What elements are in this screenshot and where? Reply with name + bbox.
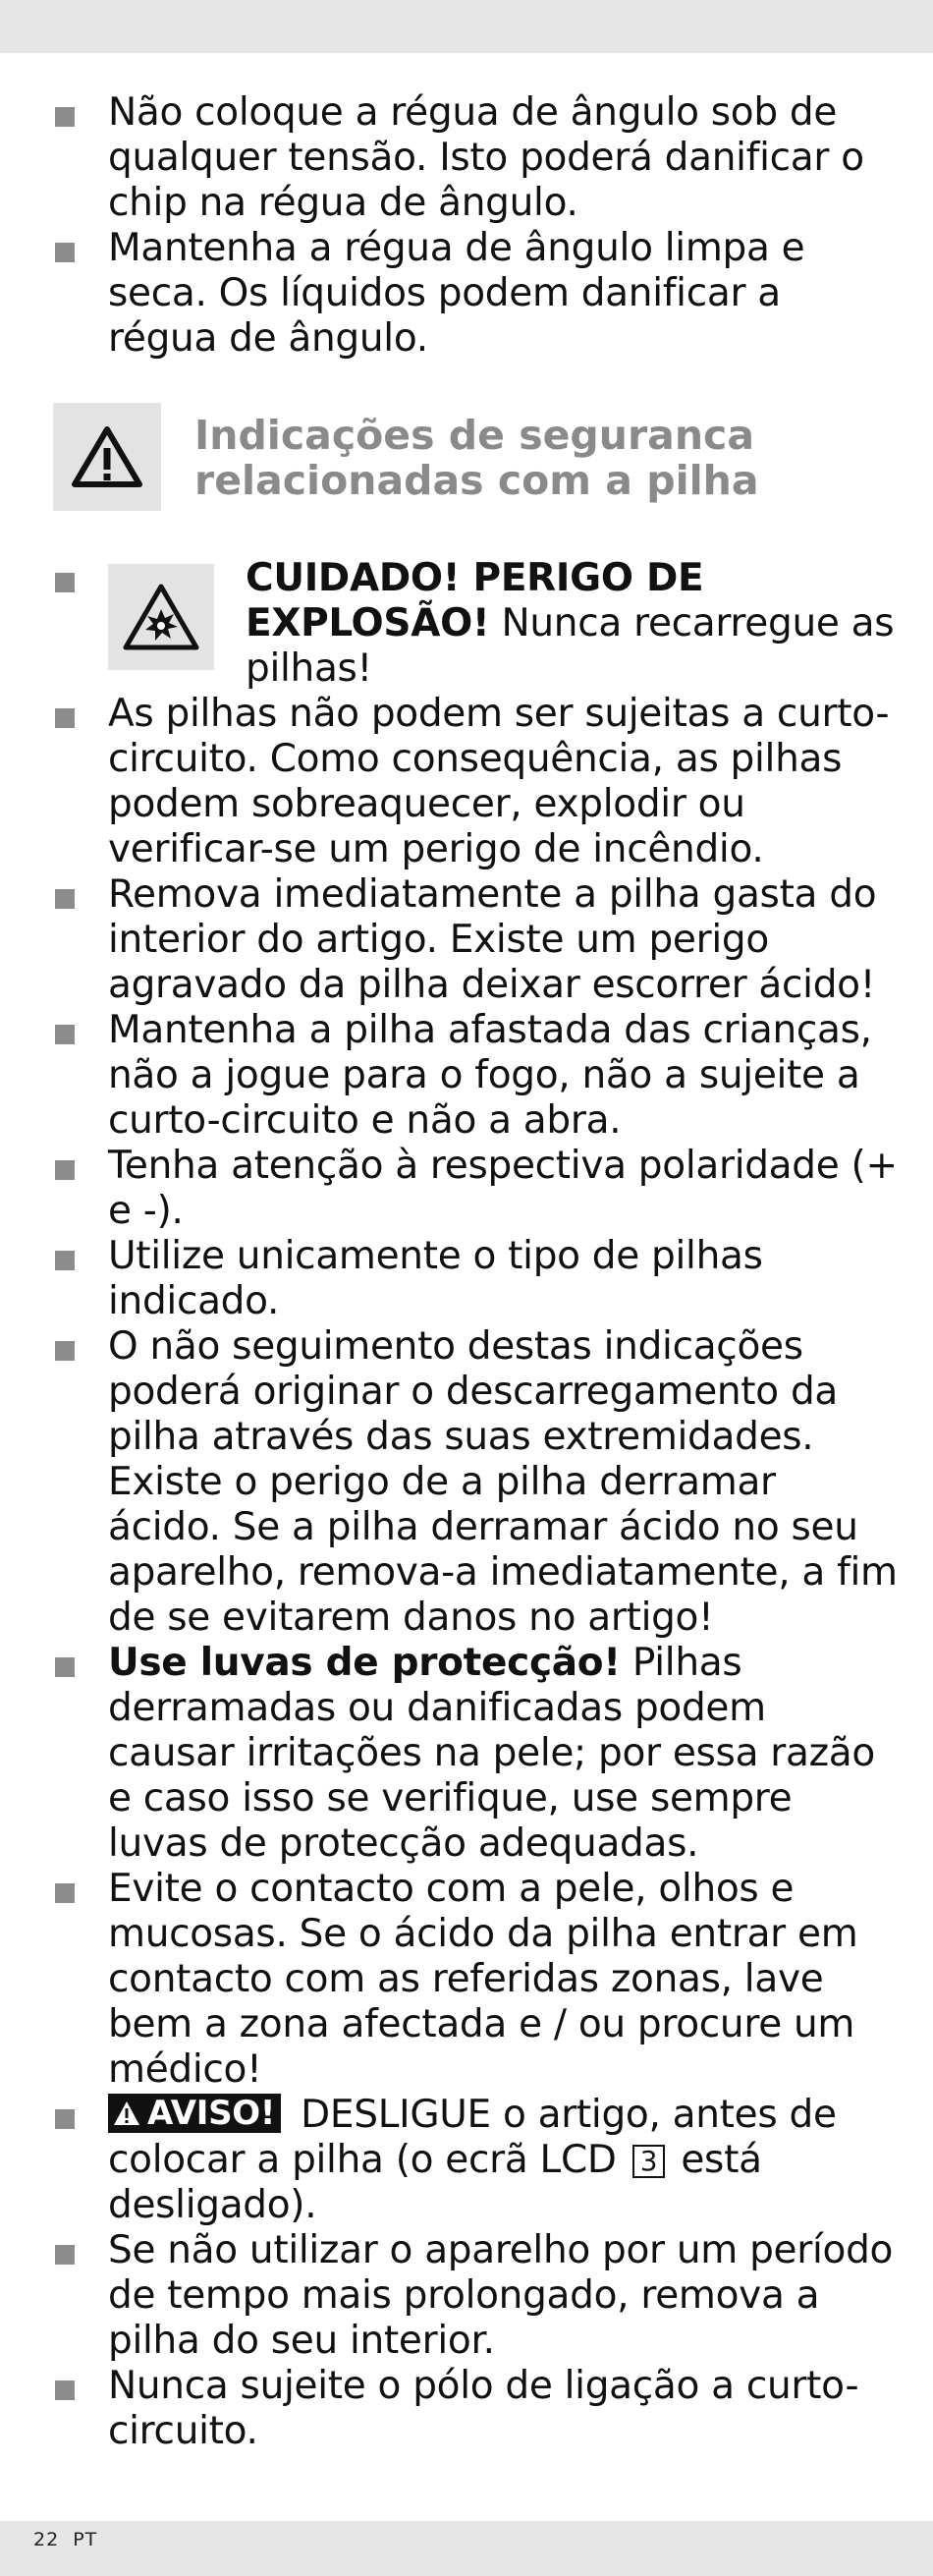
list-item-text: Evite o contacto com a pele, olhos e mucosas. Se o ácido da pilha entrar em contacto com as referidas zonas, lave bem a zona afectada e / ou procure um médico! — [108, 1867, 858, 2092]
bullet-square-icon — [55, 1160, 75, 1180]
aviso-text-after: está desligado). — [108, 2138, 762, 2227]
footer-band — [0, 2521, 933, 2576]
aviso-badge — [108, 2094, 281, 2133]
explosion-warning-bold: CUIDADO! PERIGO DE EXPLOSÃO! — [246, 556, 704, 645]
section-title: Indicações de seguranca relacionadas com a pilha — [194, 412, 759, 504]
list-item — [0, 1008, 933, 1144]
bullet-square-icon — [55, 2245, 75, 2265]
list-item-gloves — [0, 1641, 933, 1867]
page-content — [0, 90, 933, 2454]
aviso-text-before: DESLIGUE o artigo, antes de colocar a pilha (o ecrã LCD — [108, 2093, 837, 2182]
battery-safety-list — [0, 556, 933, 2454]
bullet-square-icon — [55, 1883, 75, 1903]
intro-list — [0, 90, 933, 362]
list-item — [0, 1867, 933, 2093]
list-item-text: Mantenha a régua de ângulo limpa e seca. Os líquidos podem danificar a régua de ângulo. — [108, 226, 805, 361]
list-item — [0, 90, 933, 226]
page-number: 22 — [33, 2529, 60, 2550]
bullet-square-icon — [55, 1251, 75, 1270]
explosion-icon — [108, 564, 214, 670]
list-item-text: Nunca sujeite o pólo de ligação a curto-circuito. — [108, 2364, 859, 2453]
list-item — [0, 872, 933, 1008]
list-item-text: Mantenha a pilha afastada das crianças, não a jogue para o fogo, não a sujeite a curto-circuito e não a abra. — [108, 1008, 872, 1143]
list-item-aviso — [0, 2093, 933, 2228]
list-item-text: Não coloque a régua de ângulo sob de qualquer tensão. Isto poderá danificar o chip na régua de ângulo. — [108, 90, 864, 225]
section-heading — [53, 403, 933, 511]
list-item — [0, 2364, 933, 2454]
list-item-text: As pilhas não podem ser sujeitas a curto-circuito. Como consequência, as pilhas podem sobreaquecer, explodir ou verificar-se um perigo de incêndio. — [108, 692, 890, 871]
bullet-square-icon — [55, 243, 75, 262]
list-item-text: Remova imediatamente a pilha gasta do interior do artigo. Existe um perigo agravado da pilha deixar escorrer ácido! — [108, 872, 877, 1007]
bullet-square-icon — [55, 2109, 75, 2129]
bullet-square-icon — [55, 2380, 75, 2400]
gloves-warning-text: Pilhas derramadas ou danificadas podem causar irritações na pele; por essa razão e caso isso se verifique, use sempre luvas de protecção adequadas. — [108, 1641, 875, 1866]
gloves-warning-bold: Use luvas de protecção! — [108, 1641, 621, 1685]
list-item — [0, 1144, 933, 1234]
list-item-text: Utilize unicamente o tipo de pilhas indicado. — [108, 1234, 763, 1323]
bullet-square-icon — [55, 107, 75, 127]
bullet-square-icon — [55, 708, 75, 728]
lcd-reference-number: 3 — [632, 2145, 666, 2178]
list-item — [0, 1234, 933, 1324]
list-item — [0, 2228, 933, 2364]
bullet-square-icon — [55, 1657, 75, 1677]
language-code: PT — [73, 2529, 98, 2550]
bullet-square-icon — [55, 1341, 75, 1361]
bullet-square-icon — [55, 573, 75, 592]
bullet-square-icon — [55, 1025, 75, 1044]
list-item — [0, 226, 933, 362]
list-item — [0, 692, 933, 872]
warning-triangle-icon — [53, 403, 161, 511]
explosion-warning-text: Nunca recarregue as pilhas! — [246, 601, 895, 691]
list-item-text: Tenha atenção à respectiva polaridade (+ e -). — [108, 1144, 898, 1233]
list-item — [0, 1324, 933, 1641]
list-item-explosion — [0, 556, 933, 692]
aviso-label: AVISO! — [147, 2094, 276, 2133]
top-band — [0, 0, 933, 53]
list-item-text: Se não utilizar o aparelho por um período de tempo mais prolongado, remova a pilha do seu interior. — [108, 2228, 894, 2363]
warning-triangle-icon — [112, 2100, 141, 2127]
list-item-text: O não seguimento destas indicações poderá originar o descarregamento da pilha através das suas extremidades. Existe o perigo de a pilha derramar ácido. Se a pilha derramar ácido no seu aparelho, remova-a imediatamente, a fim de se evitarem danos no artigo! — [108, 1324, 898, 1640]
page-footer — [33, 2529, 111, 2550]
bullet-square-icon — [55, 889, 75, 909]
